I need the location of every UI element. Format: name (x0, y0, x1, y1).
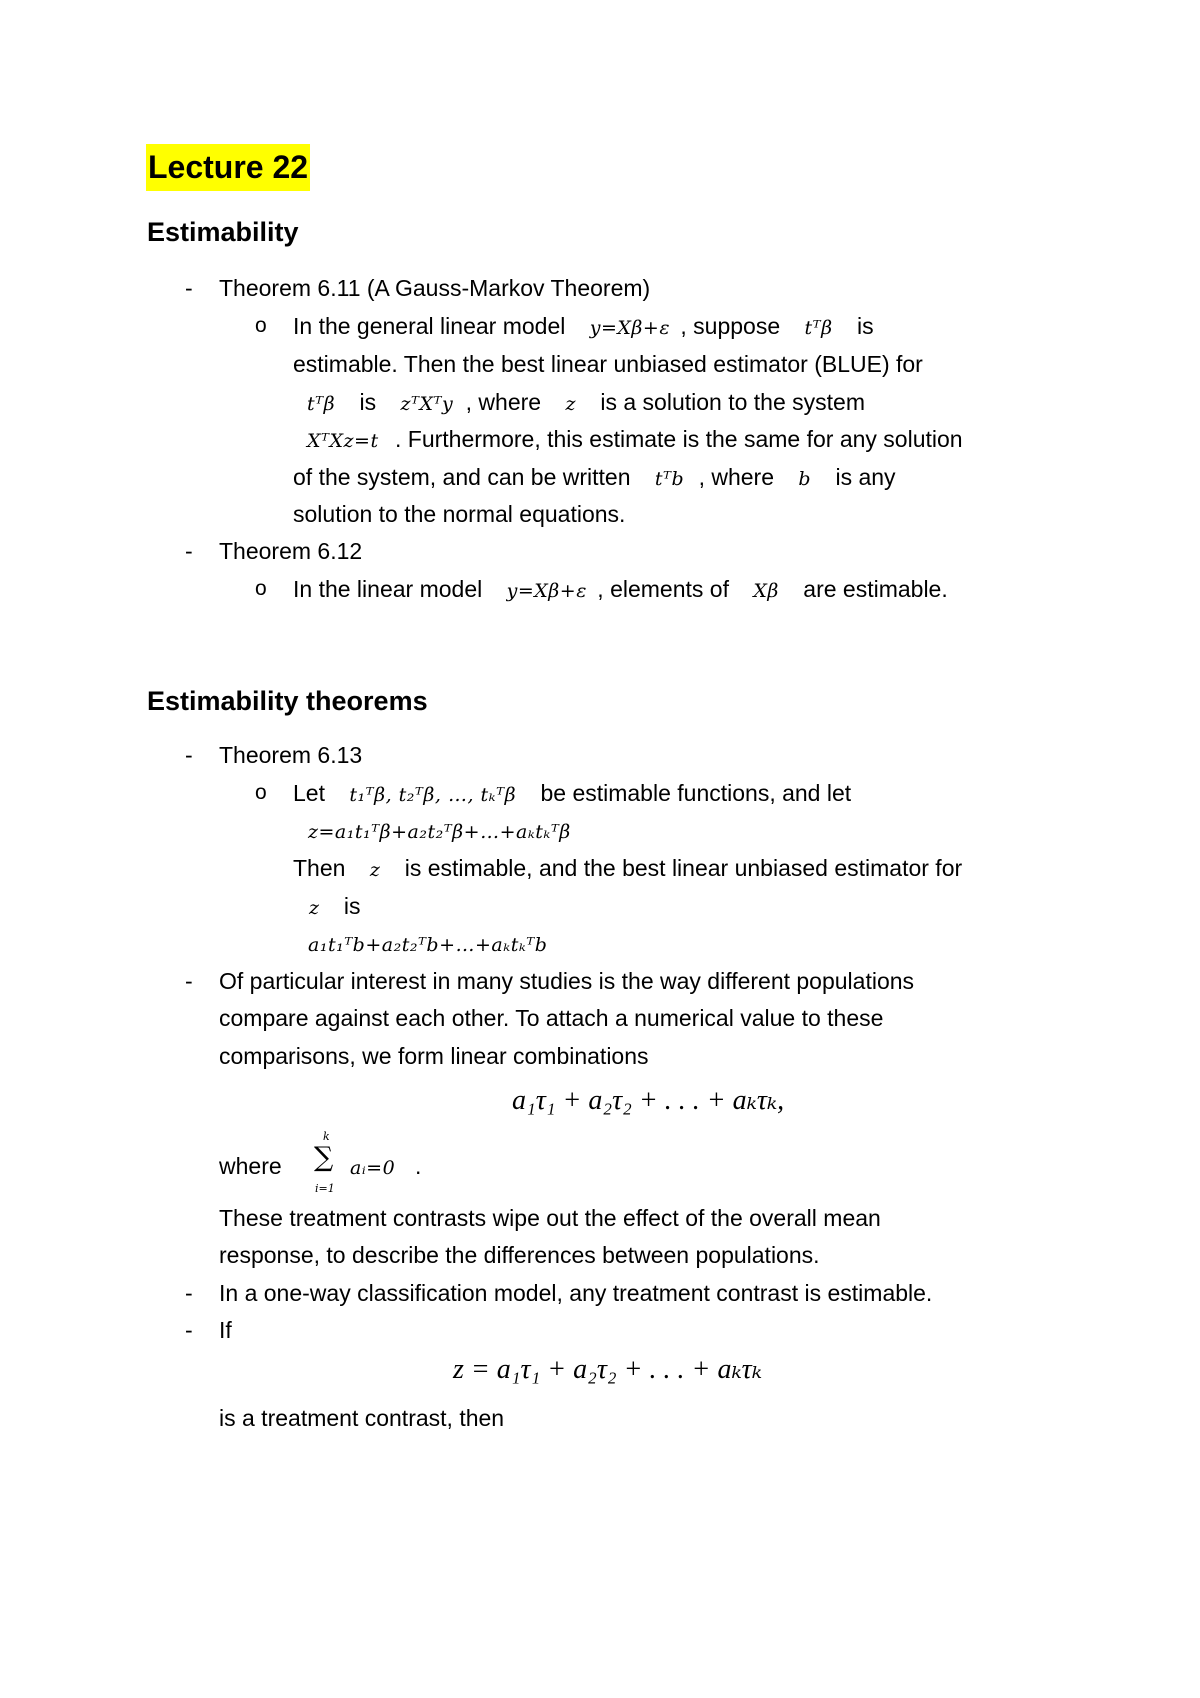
bullet-dash: - (185, 968, 193, 994)
section-heading-estimability: Estimability (147, 217, 299, 247)
math-model: y=Xβ+ε (589, 317, 671, 339)
interest-line-6: response, to describe the differences between populations. (219, 1242, 820, 1268)
theorem-611-line-2: estimable. Then the best linear unbiased estimator (BLUE) for (293, 351, 923, 377)
theorem-612-label: Theorem 6.12 (219, 538, 363, 564)
theorem-611-line-5: of the system, and can be written tᵀb , where b is any (293, 464, 896, 490)
interest-line-1: Of particular interest in many studies is the way different populations (219, 968, 915, 994)
math-expr: b (798, 468, 812, 490)
section-heading-estimability-theorems: Estimability theorems (147, 686, 428, 716)
display-equation-linear-combination: a₁τ₁ + a₂τ₂ + . . . + aₖτₖ, (512, 1085, 785, 1116)
theorem-613-line-2 (308, 815, 571, 847)
bullet-dash: - (185, 742, 193, 768)
if-label: If (219, 1317, 232, 1343)
math-model: y=Xβ+ε (506, 580, 587, 602)
theorem-613-label: Theorem 6.13 (219, 742, 363, 768)
math-expr: Xβ (753, 580, 779, 602)
bullet-dash: - (185, 538, 193, 564)
sum-symbol: ∑ (314, 1142, 334, 1173)
theorem-613-line-4: z is (309, 893, 361, 919)
theorem-613-line-1: Let t₁ᵀβ, t₂ᵀβ, …, tₖᵀβ be estimable functions, and let (293, 780, 852, 806)
math-expr: z=a₁t₁ᵀβ+a₂t₂ᵀβ+…+aₖtₖᵀβ (308, 821, 571, 843)
if-then-line: is a treatment contrast, then (219, 1405, 505, 1431)
math-expr: tᵀb (654, 468, 685, 490)
sum-upper-limit: k (323, 1130, 330, 1143)
interest-line-5: These treatment contrasts wipe out the effect of the overall mean (219, 1205, 881, 1231)
math-expr: z (309, 897, 320, 919)
theorem-613-line-5 (308, 928, 547, 960)
interest-line-3: comparisons, we form linear combinations (219, 1043, 649, 1069)
theorem-611-label: Theorem 6.11 (A Gauss-Markov Theorem) (219, 275, 651, 301)
theorem-611-line-6: solution to the normal equations. (293, 501, 626, 527)
sum-period: . (415, 1153, 422, 1179)
theorem-611-line-4: XᵀXz=t . Furthermore, this estimate is the same for any solution (307, 426, 963, 452)
math-expr: a₁t₁ᵀb+a₂t₂ᵀb+…+aₖtₖᵀb (308, 934, 548, 956)
math-expr: tᵀβ (307, 393, 336, 415)
sum-lower-limit: i=1 (315, 1182, 335, 1195)
math-expr: t₁ᵀβ, t₂ᵀβ, …, tₖᵀβ (349, 784, 517, 806)
bullet-dash: - (185, 1317, 193, 1343)
bullet-circle: o (255, 577, 267, 600)
math-expr: XᵀXz=t (307, 430, 379, 452)
bullet-dash: - (185, 1280, 193, 1306)
theorem-612-line-1: In the linear model y=Xβ+ε , elements of Xβ are estimable. (293, 576, 948, 602)
sum-expression: aᵢ=0 (350, 1157, 396, 1179)
bullet-circle: o (255, 314, 267, 337)
page-title: Lecture 22 (146, 144, 310, 191)
interest-line-2: compare against each other. To attach a numerical value to these (219, 1005, 884, 1031)
math-expr: z (565, 393, 576, 415)
interest-where: where (219, 1153, 282, 1179)
theorem-611-line-3: tᵀβ is zᵀXᵀy , where z is a solution to the system (307, 389, 865, 415)
oneway-line: In a one-way classification model, any treatment contrast is estimable. (219, 1280, 933, 1306)
math-expr: z (369, 859, 381, 881)
math-expr: zᵀXᵀy (400, 393, 454, 415)
display-equation-treatment-contrast: z = a₁τ₁ + a₂τ₂ + . . . + aₖτₖ (453, 1354, 762, 1385)
theorem-611-line-1: In the general linear model y=Xβ+ε , suppose tᵀβ is (293, 313, 874, 339)
math-expr: tᵀβ (804, 317, 833, 339)
bullet-dash: - (185, 275, 193, 301)
theorem-613-line-3: Then z is estimable, and the best linear unbiased estimator for (293, 855, 963, 881)
bullet-circle: o (255, 781, 267, 804)
